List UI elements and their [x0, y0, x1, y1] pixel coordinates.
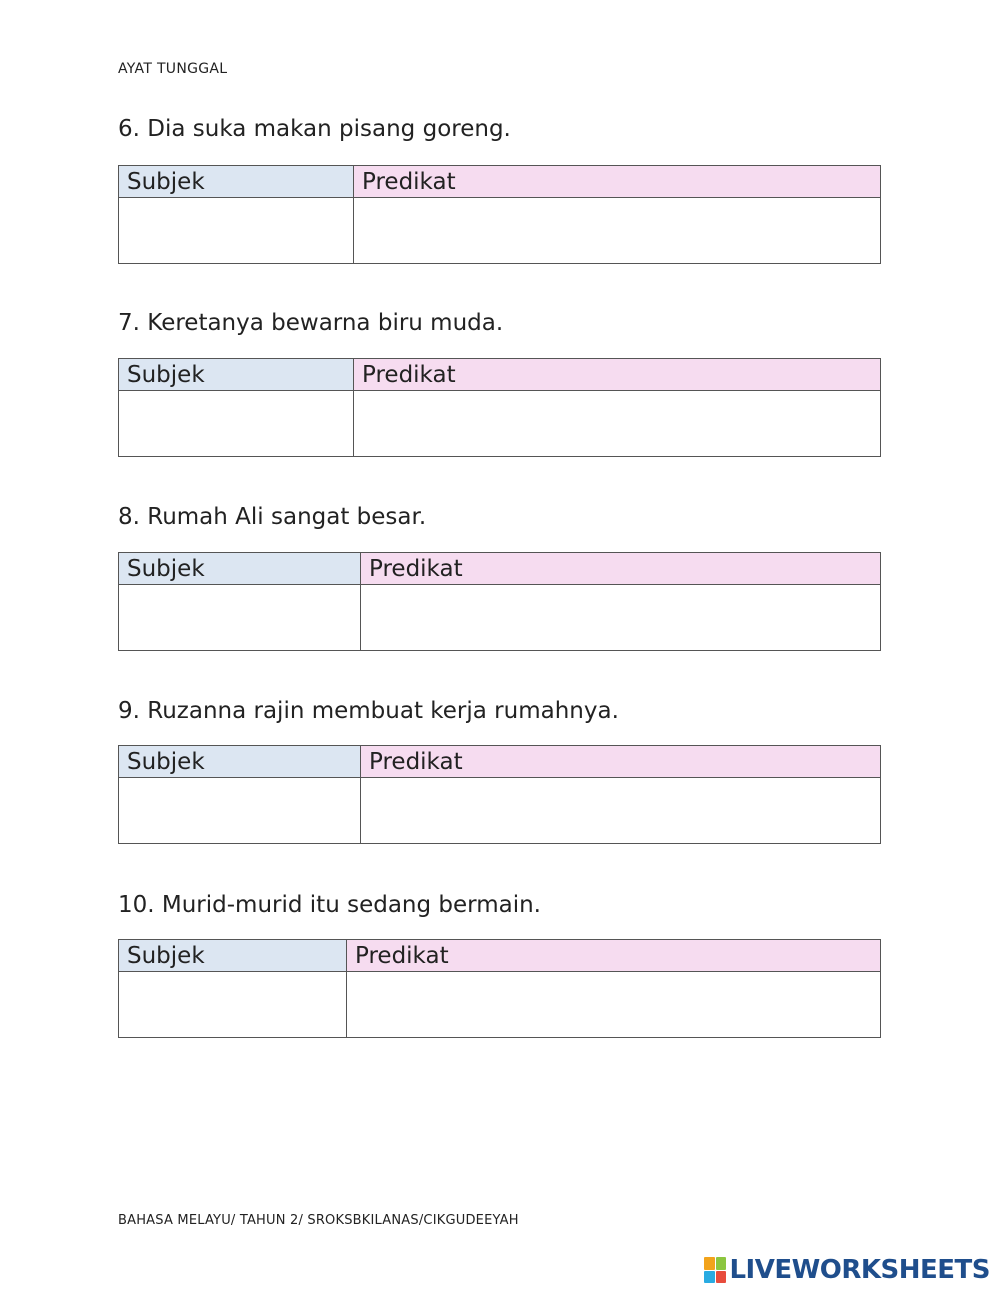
liveworksheets-brand[interactable] — [704, 1253, 990, 1287]
answer-table-8 — [118, 552, 881, 651]
page-footer: BAHASA MELAYU/ TAHUN 2/ SROKSBKILANAS/CIKGUDEEYAH — [118, 1213, 519, 1228]
page-header: AYAT TUNGGAL — [118, 61, 228, 77]
brand-name: LIVEWORKSHEETS — [729, 1255, 990, 1285]
predikat-header: Predikat — [360, 553, 880, 585]
subjek-answer-cell[interactable] — [119, 778, 360, 843]
answer-table-7 — [118, 358, 881, 457]
question-8: 8. Rumah Ali sangat besar. — [118, 504, 427, 530]
subjek-header: Subjek — [119, 359, 354, 391]
subjek-header: Subjek — [119, 166, 354, 198]
subjek-header: Subjek — [119, 746, 361, 778]
subjek-header: Subjek — [119, 553, 361, 585]
question-9: 9. Ruzanna rajin membuat kerja rumahnya. — [118, 698, 619, 724]
liveworksheets-logo-icon — [704, 1257, 726, 1283]
predikat-header: Predikat — [353, 166, 880, 198]
predikat-answer-cell[interactable] — [346, 972, 880, 1037]
predikat-header: Predikat — [353, 359, 880, 391]
predikat-answer-cell[interactable] — [360, 585, 880, 650]
answer-table-9 — [118, 745, 881, 844]
answer-table-10 — [118, 939, 881, 1038]
question-6: 6. Dia suka makan pisang goreng. — [118, 116, 511, 142]
predikat-answer-cell[interactable] — [353, 198, 880, 263]
predikat-answer-cell[interactable] — [353, 391, 880, 456]
question-10: 10. Murid-murid itu sedang bermain. — [118, 892, 541, 918]
predikat-header: Predikat — [360, 746, 880, 778]
subjek-answer-cell[interactable] — [119, 198, 353, 263]
answer-table-6 — [118, 165, 881, 264]
predikat-answer-cell[interactable] — [360, 778, 880, 843]
subjek-header: Subjek — [119, 940, 347, 972]
subjek-answer-cell[interactable] — [119, 972, 346, 1037]
question-7: 7. Keretanya bewarna biru muda. — [118, 310, 504, 336]
subjek-answer-cell[interactable] — [119, 585, 360, 650]
predikat-header: Predikat — [346, 940, 880, 972]
subjek-answer-cell[interactable] — [119, 391, 353, 456]
